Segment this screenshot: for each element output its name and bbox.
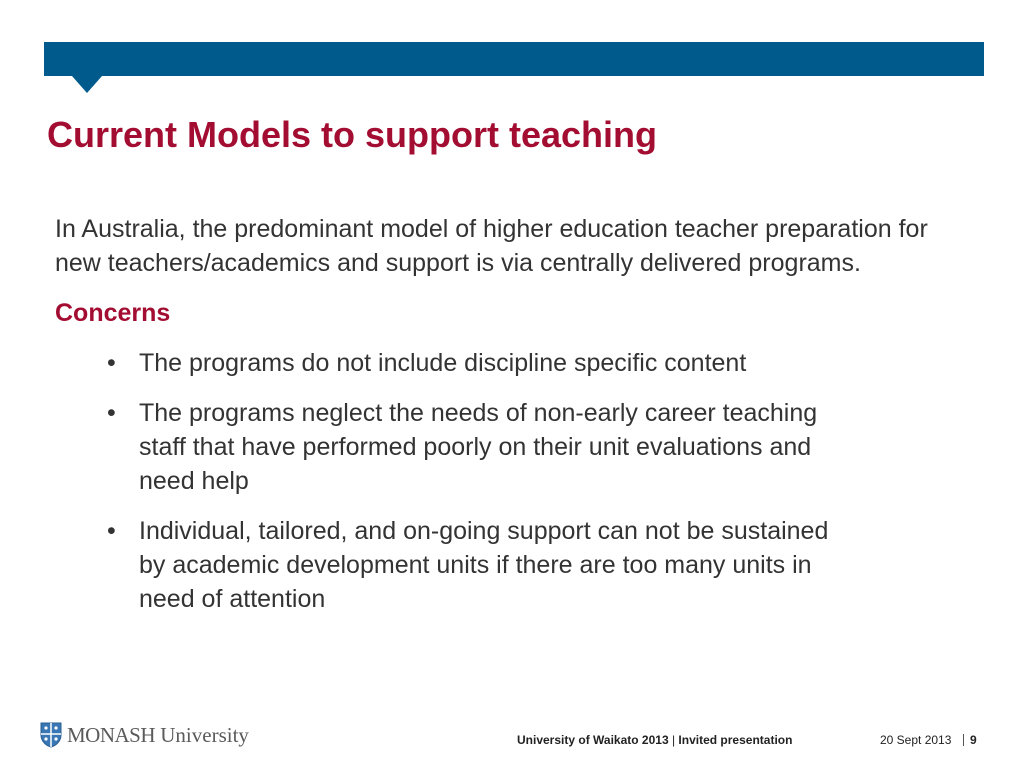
list-item-text: Individual, tailored, and on-going support can not be sustained by academic development units if there are too many units in need of attention (139, 517, 829, 613)
list-item-text: The programs neglect the needs of non-early career teaching staff that have performed poorly on their unit evaluations and need help (139, 399, 818, 495)
footer-event-name: University of Waikato 2013 (517, 733, 669, 747)
monash-logo (40, 722, 249, 748)
bullet-icon: • (107, 399, 116, 427)
page-number: 9 (970, 733, 977, 747)
footer-event-separator: | (668, 733, 679, 747)
footer-date: 20 Sept 2013 (880, 733, 952, 747)
header-banner-notch (72, 76, 102, 93)
logo-monash-text: MONASH (67, 722, 156, 747)
footer-divider (963, 734, 964, 746)
bullet-icon: • (107, 349, 116, 377)
list-item (55, 514, 839, 616)
logo-university-text: University (155, 722, 249, 747)
header-banner (44, 42, 984, 76)
concerns-heading: Concerns (55, 299, 171, 327)
bullet-icon: • (107, 517, 116, 545)
logo-wordmark (67, 723, 249, 748)
concerns-list (55, 346, 935, 616)
list-item-text: The programs do not include discipline specific content (139, 349, 747, 377)
slide-content (55, 212, 935, 616)
list-item (55, 396, 839, 498)
monash-crest-icon (40, 722, 62, 748)
intro-paragraph: In Australia, the predominant model of higher education teacher preparation for new teachers/academics and support is via centrally delivered programs. (55, 215, 928, 277)
footer-event (517, 733, 792, 747)
list-item (55, 346, 839, 380)
slide-title: Current Models to support teaching (47, 114, 658, 155)
footer-event-type: Invited presentation (678, 733, 793, 747)
